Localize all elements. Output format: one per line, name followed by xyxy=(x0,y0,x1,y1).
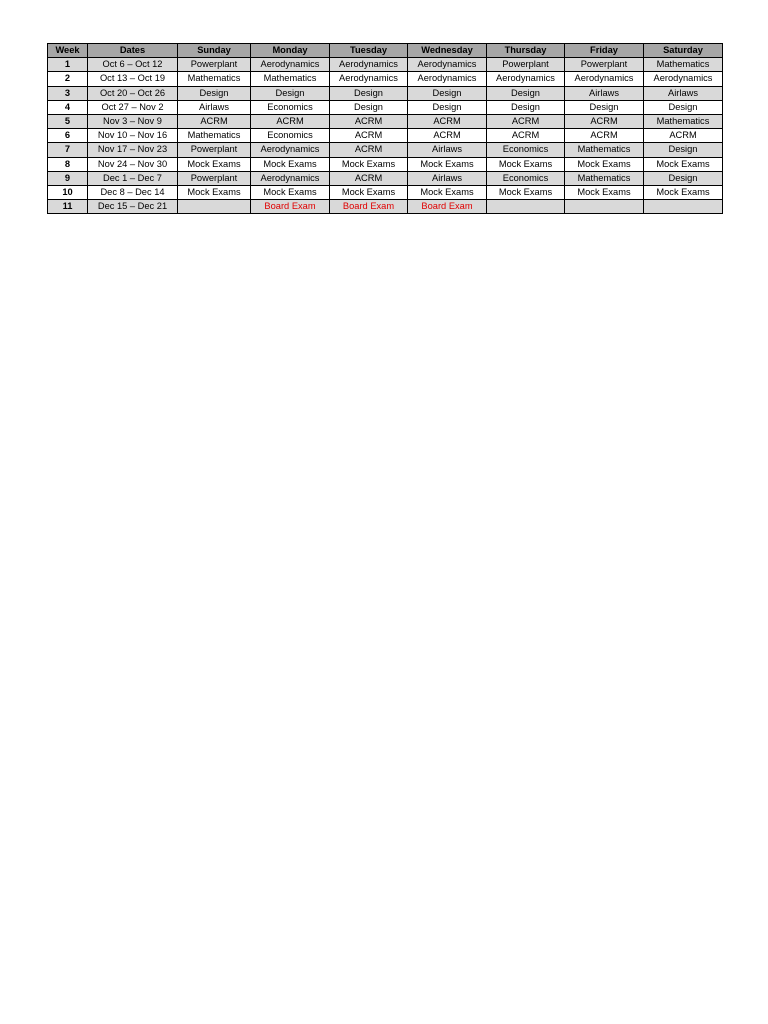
subject-cell-monday: Economics xyxy=(251,129,330,143)
subject-cell-thursday: Powerplant xyxy=(487,58,565,72)
subject-cell-monday: Mock Exams xyxy=(251,157,330,171)
subject-cell-wednesday: Airlaws xyxy=(408,143,487,157)
subject-cell-tuesday: ACRM xyxy=(330,115,408,129)
table-row xyxy=(48,58,723,72)
week-number-cell: 7 xyxy=(48,143,88,157)
date-range-cell: Oct 20 – Oct 26 xyxy=(88,86,178,100)
date-range-cell: Nov 24 – Nov 30 xyxy=(88,157,178,171)
column-header-week: Week xyxy=(48,44,88,58)
date-range-cell: Dec 15 – Dec 21 xyxy=(88,200,178,214)
table-row xyxy=(48,157,723,171)
subject-cell-saturday: Design xyxy=(644,100,723,114)
subject-cell-sunday xyxy=(178,200,251,214)
subject-cell-monday: Economics xyxy=(251,100,330,114)
subject-cell-tuesday: Design xyxy=(330,100,408,114)
subject-cell-wednesday: ACRM xyxy=(408,129,487,143)
subject-cell-sunday: Mock Exams xyxy=(178,186,251,200)
subject-cell-monday: Aerodynamics xyxy=(251,143,330,157)
table-row xyxy=(48,143,723,157)
subject-cell-wednesday: Mock Exams xyxy=(408,186,487,200)
subject-cell-friday: ACRM xyxy=(565,115,644,129)
subject-cell-monday: Aerodynamics xyxy=(251,58,330,72)
subject-cell-thursday: ACRM xyxy=(487,115,565,129)
subject-cell-monday: Design xyxy=(251,86,330,100)
subject-cell-sunday: Airlaws xyxy=(178,100,251,114)
subject-cell-monday: Aerodynamics xyxy=(251,171,330,185)
column-header-monday: Monday xyxy=(251,44,330,58)
subject-cell-tuesday: ACRM xyxy=(330,143,408,157)
subject-cell-monday: Board Exam xyxy=(251,200,330,214)
subject-cell-saturday: Mathematics xyxy=(644,58,723,72)
week-number-cell: 2 xyxy=(48,72,88,86)
date-range-cell: Nov 3 – Nov 9 xyxy=(88,115,178,129)
subject-cell-tuesday: Mock Exams xyxy=(330,186,408,200)
date-range-cell: Nov 10 – Nov 16 xyxy=(88,129,178,143)
subject-cell-saturday: Airlaws xyxy=(644,86,723,100)
date-range-cell: Oct 6 – Oct 12 xyxy=(88,58,178,72)
subject-cell-sunday: Powerplant xyxy=(178,171,251,185)
subject-cell-thursday: ACRM xyxy=(487,129,565,143)
table-row xyxy=(48,86,723,100)
subject-cell-thursday: Mock Exams xyxy=(487,157,565,171)
subject-cell-sunday: Mock Exams xyxy=(178,157,251,171)
table-row xyxy=(48,100,723,114)
subject-cell-thursday: Economics xyxy=(487,143,565,157)
subject-cell-wednesday: Design xyxy=(408,100,487,114)
subject-cell-friday: Design xyxy=(565,100,644,114)
subject-cell-saturday xyxy=(644,200,723,214)
subject-cell-wednesday: ACRM xyxy=(408,115,487,129)
subject-cell-sunday: Mathematics xyxy=(178,72,251,86)
subject-cell-tuesday: Aerodynamics xyxy=(330,72,408,86)
subject-cell-friday: Powerplant xyxy=(565,58,644,72)
week-number-cell: 10 xyxy=(48,186,88,200)
table-row xyxy=(48,72,723,86)
week-number-cell: 8 xyxy=(48,157,88,171)
subject-cell-wednesday: Aerodynamics xyxy=(408,72,487,86)
subject-cell-saturday: Aerodynamics xyxy=(644,72,723,86)
subject-cell-friday: Aerodynamics xyxy=(565,72,644,86)
subject-cell-saturday: Design xyxy=(644,171,723,185)
column-header-saturday: Saturday xyxy=(644,44,723,58)
table-row xyxy=(48,171,723,185)
subject-cell-monday: ACRM xyxy=(251,115,330,129)
subject-cell-sunday: Powerplant xyxy=(178,58,251,72)
week-number-cell: 9 xyxy=(48,171,88,185)
subject-cell-monday: Mathematics xyxy=(251,72,330,86)
week-number-cell: 3 xyxy=(48,86,88,100)
schedule-table xyxy=(47,43,723,214)
subject-cell-saturday: Design xyxy=(644,143,723,157)
week-number-cell: 5 xyxy=(48,115,88,129)
date-range-cell: Dec 8 – Dec 14 xyxy=(88,186,178,200)
date-range-cell: Nov 17 – Nov 23 xyxy=(88,143,178,157)
subject-cell-friday: Mathematics xyxy=(565,143,644,157)
subject-cell-thursday: Mock Exams xyxy=(487,186,565,200)
column-header-friday: Friday xyxy=(565,44,644,58)
header-row xyxy=(48,44,723,58)
week-number-cell: 6 xyxy=(48,129,88,143)
date-range-cell: Dec 1 – Dec 7 xyxy=(88,171,178,185)
column-header-dates: Dates xyxy=(88,44,178,58)
subject-cell-thursday: Aerodynamics xyxy=(487,72,565,86)
subject-cell-saturday: Mathematics xyxy=(644,115,723,129)
subject-cell-sunday: ACRM xyxy=(178,115,251,129)
subject-cell-saturday: ACRM xyxy=(644,129,723,143)
subject-cell-tuesday: Board Exam xyxy=(330,200,408,214)
subject-cell-tuesday: Mock Exams xyxy=(330,157,408,171)
table-row xyxy=(48,115,723,129)
subject-cell-friday: Mathematics xyxy=(565,171,644,185)
subject-cell-tuesday: ACRM xyxy=(330,171,408,185)
column-header-sunday: Sunday xyxy=(178,44,251,58)
subject-cell-wednesday: Board Exam xyxy=(408,200,487,214)
subject-cell-thursday: Design xyxy=(487,100,565,114)
subject-cell-tuesday: Aerodynamics xyxy=(330,58,408,72)
subject-cell-tuesday: Design xyxy=(330,86,408,100)
column-header-thursday: Thursday xyxy=(487,44,565,58)
table-row xyxy=(48,200,723,214)
subject-cell-thursday: Economics xyxy=(487,171,565,185)
column-header-tuesday: Tuesday xyxy=(330,44,408,58)
table-row xyxy=(48,129,723,143)
column-header-wednesday: Wednesday xyxy=(408,44,487,58)
week-number-cell: 11 xyxy=(48,200,88,214)
subject-cell-thursday xyxy=(487,200,565,214)
date-range-cell: Oct 13 – Oct 19 xyxy=(88,72,178,86)
subject-cell-sunday: Design xyxy=(178,86,251,100)
subject-cell-friday xyxy=(565,200,644,214)
subject-cell-saturday: Mock Exams xyxy=(644,186,723,200)
subject-cell-tuesday: ACRM xyxy=(330,129,408,143)
subject-cell-friday: Mock Exams xyxy=(565,186,644,200)
subject-cell-friday: Mock Exams xyxy=(565,157,644,171)
subject-cell-wednesday: Mock Exams xyxy=(408,157,487,171)
subject-cell-sunday: Powerplant xyxy=(178,143,251,157)
table-row xyxy=(48,186,723,200)
schedule-sheet xyxy=(47,43,722,214)
subject-cell-saturday: Mock Exams xyxy=(644,157,723,171)
subject-cell-wednesday: Design xyxy=(408,86,487,100)
subject-cell-friday: Airlaws xyxy=(565,86,644,100)
subject-cell-friday: ACRM xyxy=(565,129,644,143)
subject-cell-wednesday: Airlaws xyxy=(408,171,487,185)
week-number-cell: 4 xyxy=(48,100,88,114)
schedule-body xyxy=(48,58,723,214)
date-range-cell: Oct 27 – Nov 2 xyxy=(88,100,178,114)
week-number-cell: 1 xyxy=(48,58,88,72)
subject-cell-monday: Mock Exams xyxy=(251,186,330,200)
subject-cell-sunday: Mathematics xyxy=(178,129,251,143)
subject-cell-wednesday: Aerodynamics xyxy=(408,58,487,72)
subject-cell-thursday: Design xyxy=(487,86,565,100)
